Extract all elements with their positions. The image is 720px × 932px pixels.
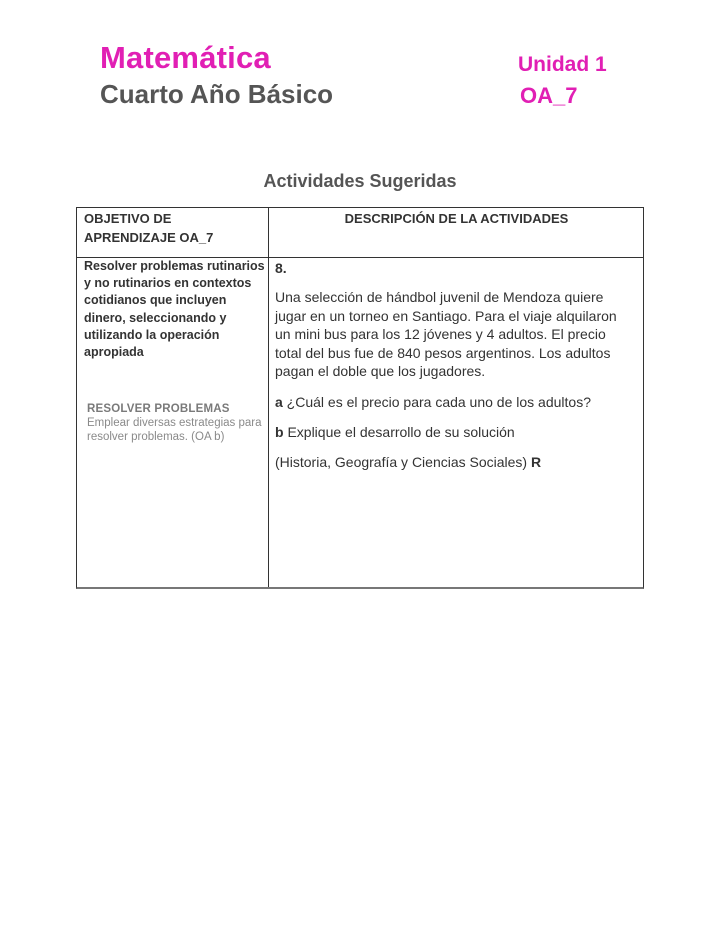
objective-text: Resolver problemas rutinarios y no rutinarios en contextos cotidianos que incluyen dinero, seleccionando y utilizando la operación apropiada xyxy=(84,259,265,360)
oa-label: OA_7 xyxy=(520,83,578,108)
grade-title: Cuarto Año Básico xyxy=(100,79,334,109)
question-b xyxy=(275,423,635,441)
column-divider xyxy=(268,208,269,587)
skill-box xyxy=(87,402,265,444)
question-b-label: b xyxy=(275,423,284,440)
question-b-text: Explique el desarrollo de su solución xyxy=(283,423,515,440)
activity-statement: Una selección de hándbol juvenil de Mendoza quiere jugar en un torneo en Santiago. Para el viaje alquilaron un mini bus para los 12 jóvenes y 4 adultos. El precio total del bus fue de 840 pesos argentinos. Los adultos pagan el doble que los jugadores. xyxy=(275,289,617,380)
activity-table xyxy=(76,207,644,589)
activity-number: 8. xyxy=(275,260,287,276)
subject-title: Matemática xyxy=(100,40,271,75)
question-a xyxy=(275,393,635,411)
header-description: DESCRIPCIÓN DE LA ACTIVIDADES xyxy=(344,211,569,226)
header-objective: OBJETIVO DE APRENDIZAJE OA_7 xyxy=(84,211,214,245)
section-title: Actividades Sugeridas xyxy=(263,171,457,191)
integration-mark: R xyxy=(531,453,542,470)
skill-text: Emplear diversas estrategias para resolver problemas. (OA b) xyxy=(87,417,262,443)
integration-text: (Historia, Geografía y Ciencias Sociales) xyxy=(275,453,531,470)
activity-description xyxy=(275,258,635,483)
subject-integration xyxy=(275,453,635,471)
unit-label: Unidad 1 xyxy=(518,53,607,76)
skill-title: RESOLVER PROBLEMAS xyxy=(87,403,230,415)
question-a-label: a xyxy=(275,393,283,410)
question-a-text: ¿Cuál es el precio para cada uno de los adultos? xyxy=(282,393,591,410)
